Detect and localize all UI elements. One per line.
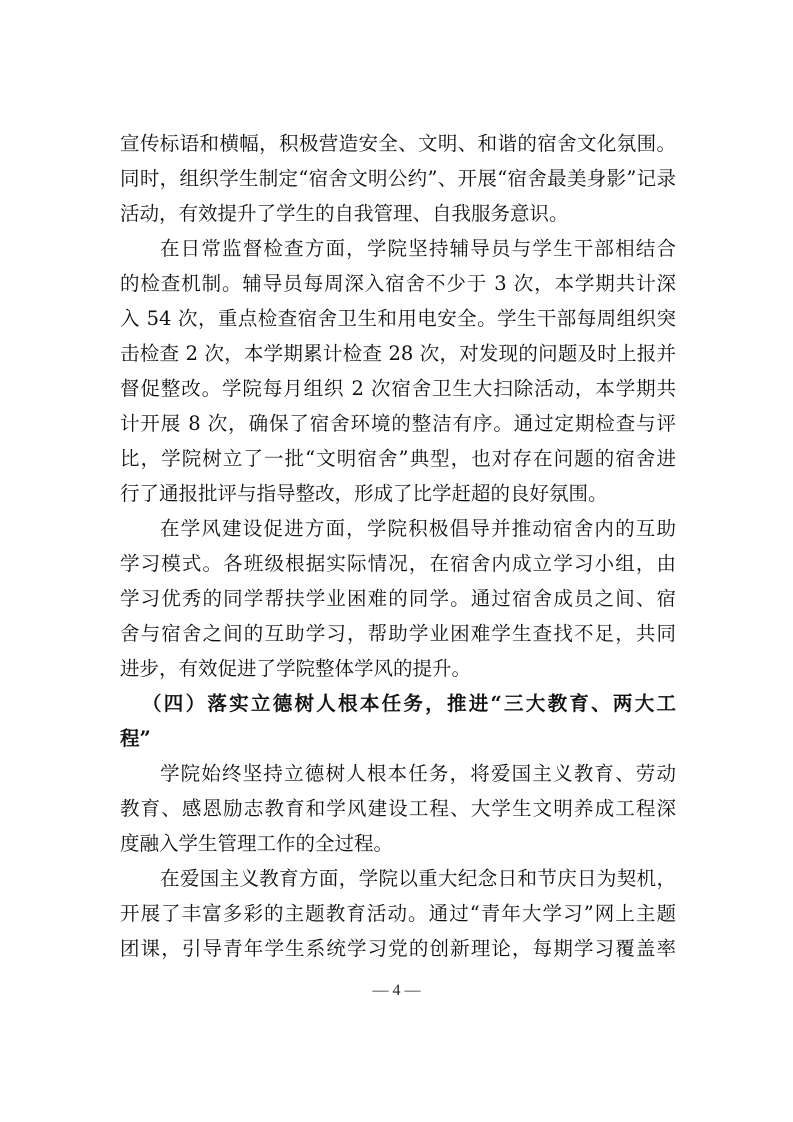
text-line: 度融入学生管理工作的全过程。 <box>120 832 394 855</box>
text-line: 程” <box>120 727 151 750</box>
text-line: 进步，有效促进了学院整体学风的提升。 <box>120 657 472 680</box>
paragraph <box>120 861 676 966</box>
text-line: 同时，组织学生制定“宿舍文明公约”、开展“宿舍最美身影”记录 <box>120 167 676 190</box>
text-line: 开展了丰富多彩的主题教育活动。通过“青年大学习”网上主题 <box>120 902 676 925</box>
text-line: 学习模式。各班级根据实际情况，在宿舍内成立学习小组，由 <box>120 552 676 575</box>
text-line: 教育、感恩励志教育和学风建设工程、大学生文明养成工程深 <box>120 797 676 820</box>
text-line: 的检查机制。辅导员每周深入宿舍不少于 3 次，本学期共计深 <box>120 272 676 295</box>
text-line: 击检查 2 次，本学期累计检查 28 次，对发现的问题及时上报并 <box>120 342 676 365</box>
text-line: 在日常监督检查方面，学院坚持辅导员与学生干部相结合 <box>160 237 676 260</box>
text-line: 团课，引导青年学生系统学习党的创新理论，每期学习覆盖率 <box>120 937 676 960</box>
paragraph <box>120 511 676 686</box>
text-line: 学习优秀的同学帮扶学业困难的同学。通过宿舍成员之间、宿 <box>120 587 676 610</box>
text-line: 学院始终坚持立德树人根本任务，将爱国主义教育、劳动 <box>160 762 676 785</box>
paragraph <box>120 126 676 231</box>
text-line: 比，学院树立了一批“文明宿舍”典型，也对存在问题的宿舍进 <box>120 447 676 470</box>
text-line: 活动，有效提升了学生的自我管理、自我服务意识。 <box>120 202 569 225</box>
text-line: 督促整改。学院每月组织 2 次宿舍卫生大扫除活动，本学期共 <box>120 377 676 400</box>
text-line: 宣传标语和横幅，积极营造安全、文明、和谐的宿舍文化氛围。 <box>120 132 676 155</box>
page-number: — 4 — <box>372 982 421 999</box>
paragraph <box>120 231 676 511</box>
text-line: 在学风建设促进方面，学院积极倡导并推动宿舍内的互助 <box>160 517 676 540</box>
text-line: （四）落实立德树人根本任务，推进“三大教育、两大工 <box>142 692 676 715</box>
text-line: 行了通报批评与指导整改，形成了比学赶超的良好氛围。 <box>120 482 608 505</box>
text-line: 在爱国主义教育方面，学院以重大纪念日和节庆日为契机， <box>160 867 676 890</box>
document-body <box>120 126 676 966</box>
section-heading <box>120 686 676 756</box>
text-line: 舍与宿舍之间的互助学习，帮助学业困难学生查找不足，共同 <box>120 622 676 645</box>
text-line: 计开展 8 次，确保了宿舍环境的整洁有序。通过定期检查与评 <box>120 412 676 435</box>
paragraph <box>120 756 676 861</box>
text-line: 入 54 次，重点检查宿舍卫生和用电安全。学生干部每周组织突 <box>120 307 676 330</box>
